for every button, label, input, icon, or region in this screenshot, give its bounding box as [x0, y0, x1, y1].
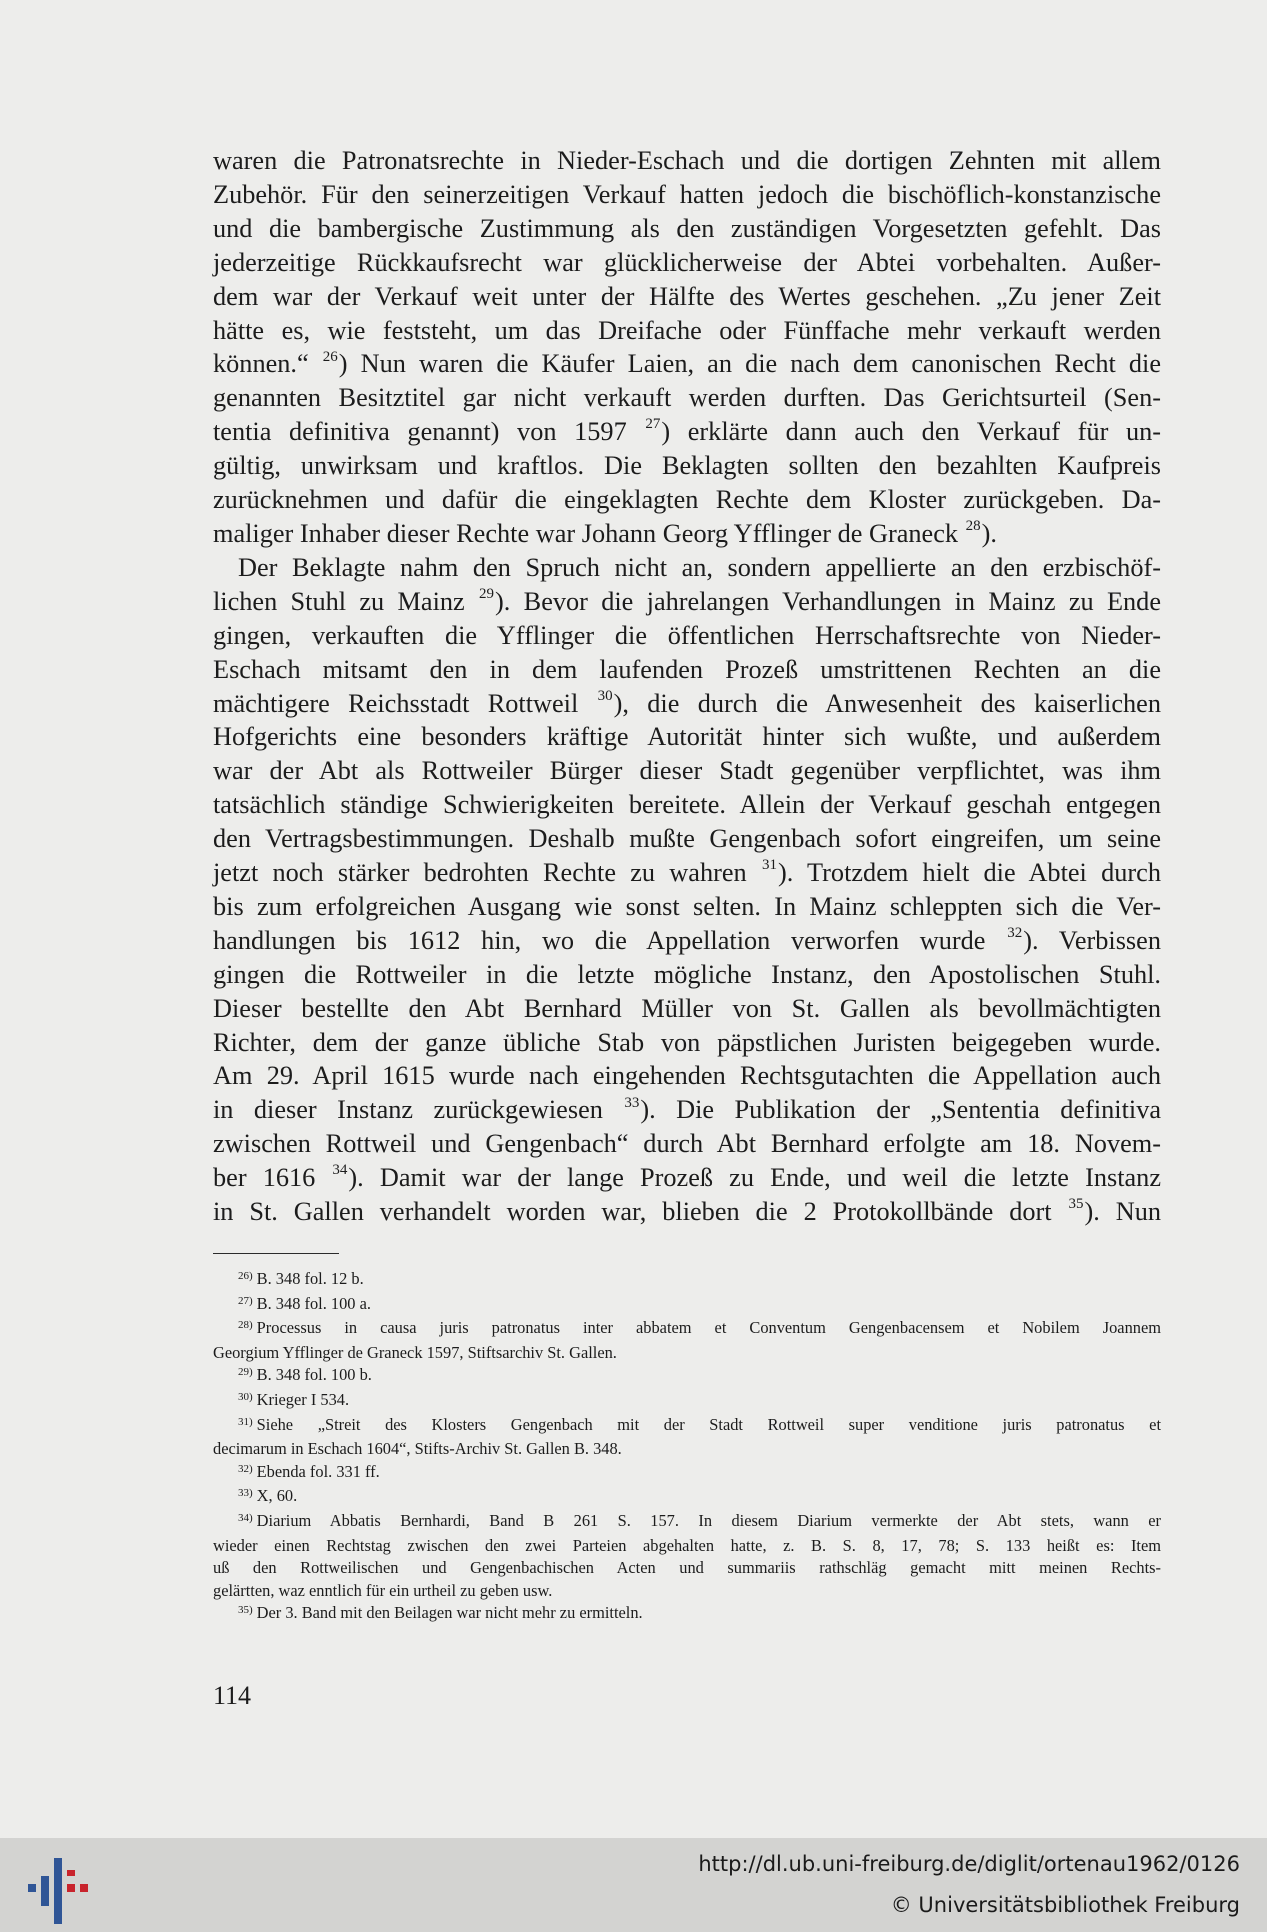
body-line — [213, 517, 1161, 551]
body-line-text: tentia definitiva genannt) von 1597 — [213, 417, 627, 447]
body-line — [213, 1127, 1161, 1161]
body-line-text: zwischen Rottweil und Gengenbach“ durch Abt Bernhard erfolgte am 18. Novem- — [213, 1129, 1161, 1159]
footnote-text: Krieger I 534. — [256, 1389, 350, 1409]
footnote-text: B. 348 fol. 100 b. — [256, 1365, 372, 1385]
body-line — [213, 958, 1161, 992]
body-line — [213, 212, 1161, 246]
footnote-separator — [213, 1253, 339, 1254]
footnote-number: 30) — [238, 1390, 253, 1403]
footnote-text: B. 348 fol. 100 a. — [256, 1293, 371, 1313]
body-line-text: Hofgerichts eine besonders kräftige Autorität hinter sich wußte, und außerdem — [213, 722, 1161, 752]
footnote-text: Siehe „Streit des Klosters Gengenbach mit der Stadt Rottweil super venditione juris patronatus et — [256, 1414, 1161, 1434]
body-line — [213, 1026, 1161, 1060]
body-line — [213, 788, 1161, 822]
footnote-text: decimarum in Eschach 1604“, Stifts-Archiv St. Gallen B. 348. — [213, 1439, 622, 1459]
footnote-number: 31) — [238, 1415, 253, 1428]
body-line-text: gingen die Rottweiler in die letzte mögliche Instanz, den Apostolischen Stuhl. — [213, 959, 1161, 989]
body-line — [213, 1059, 1161, 1093]
footnote-line — [213, 1510, 1161, 1535]
body-line — [213, 619, 1161, 653]
body-line-text: hätte es, wie feststeht, um das Dreifache oder Fünffache mehr verkauft werden — [213, 315, 1161, 345]
body-line — [213, 890, 1161, 924]
footnote-line — [213, 1414, 1161, 1439]
footnote-text: gelärtten, waz enntlich für ein urtheil zu geben usw. — [213, 1580, 553, 1600]
body-line-text: genannten Besitztitel gar nicht verkauft werden durften. Das Gerichtsurteil (Sen- — [213, 383, 1161, 413]
footnote-text: Diarium Abbatis Bernhardi, Band B 261 S. 157. In diesem Diarium vermerkte der Abt stets, wann er — [256, 1510, 1161, 1530]
footnotes — [213, 1268, 1161, 1627]
footnote-line — [213, 1461, 1161, 1486]
body-line-text: war der Abt als Rottweiler Bürger dieser Stadt gegenüber verpflichtet, was ihm — [213, 756, 1161, 786]
body-line — [213, 178, 1161, 212]
footnote-ref[interactable]: 29 — [479, 586, 495, 603]
body-line-text: in dieser Instanz zurückgewiesen — [213, 1095, 603, 1125]
copyright-notice: © Universitätsbibliothek Freiburg — [890, 1893, 1240, 1917]
body-line-text-after: ). Die Publikation der „Sententia definitiva — [640, 1095, 1162, 1125]
body-line-text: in St. Gallen verhandelt worden war, blieben die 2 Protokollbände dort — [213, 1197, 1052, 1227]
body-line — [213, 483, 1161, 517]
footnote-line — [213, 1293, 1161, 1318]
body-line-text: tatsächlich ständige Schwierigkeiten bereitete. Allein der Verkauf geschah entgegen — [213, 790, 1161, 820]
body-line-text-after: ). Bevor die jahrelangen Verhandlungen in Mainz zu Ende — [495, 586, 1162, 616]
footnote-number: 28) — [238, 1319, 253, 1332]
body-line-text-after: ). Verbissen — [1023, 925, 1161, 955]
body-line-text: lichen Stuhl zu Mainz — [213, 586, 465, 616]
body-line-text-after: ). Trotzdem hielt die Abtei durch — [777, 858, 1161, 888]
footnote-line — [213, 1342, 1161, 1365]
body-line — [213, 924, 1161, 958]
footnote-ref[interactable]: 31 — [761, 857, 777, 874]
body-line-text-after: ), die durch die Anwesenheit des kaiserlichen — [613, 688, 1161, 718]
body-line-text: Der Beklagte nahm den Spruch nicht an, sondern appellierte an den erzbischöf- — [238, 552, 1161, 582]
footnote-text: Georgium Yfflinger de Graneck 1597, Stiftsarchiv St. Gallen. — [213, 1342, 617, 1362]
body-line — [213, 314, 1161, 348]
footnote-line — [213, 1317, 1161, 1342]
footnote-number: 33) — [238, 1487, 253, 1500]
body-text — [213, 144, 1161, 1229]
footnote-text: wieder einen Rechtstag zwischen den zwei Parteien abgehalten hatte, z. B. S. 8, 17, 78; S. 133 heißt es: Item — [213, 1535, 1161, 1555]
body-line-text: bis zum erfolgreichen Ausgang wie sonst selten. In Mainz schleppten sich die Ver- — [213, 891, 1161, 921]
footnote-text: Ebenda fol. 331 ff. — [256, 1461, 380, 1481]
footnote-text: uß den Rottweilischen und Gengenbachischen Acten und summariis rathschläg gemacht mitt meinen Rechts- — [213, 1558, 1161, 1578]
body-line-text: Eschach mitsamt den in dem laufenden Prozeß umstrittenen Rechten an die — [213, 654, 1161, 684]
footnote-number: 27) — [238, 1294, 253, 1307]
body-line-text: können.“ — [213, 349, 309, 379]
body-line-text: zurücknehmen und dafür die eingeklagten Rechte dem Kloster zurückgeben. Da- — [213, 485, 1161, 515]
body-line — [213, 1161, 1161, 1195]
footnote-text: X, 60. — [256, 1486, 298, 1506]
footnote-ref[interactable]: 30 — [597, 687, 613, 704]
footnote-number: 34) — [238, 1511, 253, 1524]
body-line — [213, 754, 1161, 788]
footnote-line — [213, 1268, 1161, 1293]
body-line — [213, 347, 1161, 381]
footnote-number: 29) — [238, 1366, 253, 1379]
body-line-text: maliger Inhaber dieser Rechte war Johann Georg Yfflinger de Graneck — [213, 518, 959, 548]
footnote-number: 26) — [238, 1270, 253, 1282]
ub-freiburg-logo-icon — [28, 1856, 88, 1926]
body-line-text-after: ). Damit war der lange Prozeß zu Ende, und weil die letzte Instanz — [348, 1163, 1162, 1193]
body-line-text: waren die Patronatsrechte in Nieder-Eschach und die dortigen Zehnten mit allem — [213, 146, 1161, 175]
footnote-line — [213, 1602, 1161, 1627]
footnote-number: 35) — [238, 1604, 253, 1617]
body-line — [213, 687, 1161, 721]
body-line — [213, 246, 1161, 280]
footnote-line — [213, 1364, 1161, 1389]
body-line — [213, 1093, 1161, 1127]
body-line-text: handlungen bis 1612 hin, wo die Appellation verworfen wurde — [213, 925, 986, 955]
body-line-text-after: ) Nun waren die Käufer Laien, an die nach dem canonischen Recht die — [338, 349, 1161, 379]
body-line — [213, 822, 1161, 856]
footnote-ref[interactable]: 35 — [1068, 1196, 1084, 1213]
page-number: 114 — [213, 1681, 252, 1710]
body-line-text: ber 1616 — [213, 1163, 316, 1193]
body-line — [213, 381, 1161, 415]
body-line — [213, 551, 1161, 585]
body-line-text: gingen, verkauften die Yfflinger die öffentlichen Herrschaftsrechte von Nieder- — [213, 620, 1161, 650]
footer-bar — [0, 1838, 1267, 1932]
source-url[interactable]: http://dl.ub.uni-freiburg.de/diglit/ortenau1962/0126 — [698, 1852, 1240, 1876]
body-line — [213, 585, 1161, 619]
body-line — [213, 992, 1161, 1026]
footnote-text: Der 3. Band mit den Beilagen war nicht mehr zu ermitteln. — [256, 1603, 643, 1623]
body-line — [213, 856, 1161, 890]
footnote-ref[interactable]: 26 — [322, 348, 338, 365]
body-line-text: den Vertragsbestimmungen. Deshalb mußte Gengenbach sofort eingreifen, um seine — [213, 824, 1161, 854]
footnote-line — [213, 1557, 1161, 1580]
body-line-text-after: ). — [981, 518, 997, 548]
body-line-text: und die bambergische Zustimmung als den zuständigen Vorgesetzten gefehlt. Das — [213, 213, 1161, 243]
body-line-text-after: ). Nun — [1084, 1197, 1161, 1227]
body-line — [213, 415, 1161, 449]
body-line — [213, 1195, 1161, 1229]
body-line — [213, 280, 1161, 314]
body-line-text: mächtigere Reichsstadt Rottweil — [213, 688, 579, 718]
body-line-text: Am 29. April 1615 wurde nach eingehenden Rechtsgutachten die Appellation auch — [213, 1061, 1161, 1091]
body-line — [213, 720, 1161, 754]
footnote-line — [213, 1485, 1161, 1510]
footnote-ref[interactable]: 28 — [965, 518, 981, 535]
footnote-line — [213, 1580, 1161, 1603]
footnote-line — [213, 1438, 1161, 1461]
body-line-text: jederzeitige Rückkaufsrecht war glücklicherweise der Abtei vorbehalten. Außer- — [213, 247, 1161, 277]
footnote-text: B. 348 fol. 12 b. — [256, 1269, 364, 1288]
body-line-text: Richter, dem der ganze übliche Stab von päpstlichen Juristen beigegeben wurde. — [213, 1027, 1161, 1057]
footnote-ref[interactable]: 33 — [624, 1094, 640, 1111]
footnote-line — [213, 1535, 1161, 1558]
body-line-text: Zubehör. Für den seinerzeitigen Verkauf hatten jedoch die bischöflich-konstanzische — [213, 179, 1161, 209]
footnote-number: 32) — [238, 1462, 253, 1475]
body-line-text: gültig, unwirksam und kraftlos. Die Beklagten sollten den bezahlten Kaufpreis — [213, 451, 1161, 481]
body-line-text: jetzt noch stärker bedrohten Rechte zu wahren — [213, 858, 747, 888]
footnote-line — [213, 1389, 1161, 1414]
body-line — [213, 449, 1161, 483]
body-line — [213, 653, 1161, 687]
body-line-text: dem war der Verkauf weit unter der Hälfte des Wertes geschehen. „Zu jener Zeit — [213, 281, 1161, 311]
footnote-ref[interactable]: 34 — [332, 1162, 348, 1179]
footnote-text: Processus in causa juris patronatus inter abbatem et Conventum Gengenbacensem et Nobilem Joannem — [256, 1318, 1161, 1338]
body-line-text: Dieser bestellte den Abt Bernhard Müller von St. Gallen als bevollmächtigten — [213, 993, 1161, 1023]
footnote-ref[interactable]: 32 — [1007, 925, 1023, 942]
body-line-text-after: ) erklärte dann auch den Verkauf für un- — [661, 417, 1162, 447]
footnote-ref[interactable]: 27 — [645, 416, 661, 433]
body-line — [213, 144, 1161, 178]
